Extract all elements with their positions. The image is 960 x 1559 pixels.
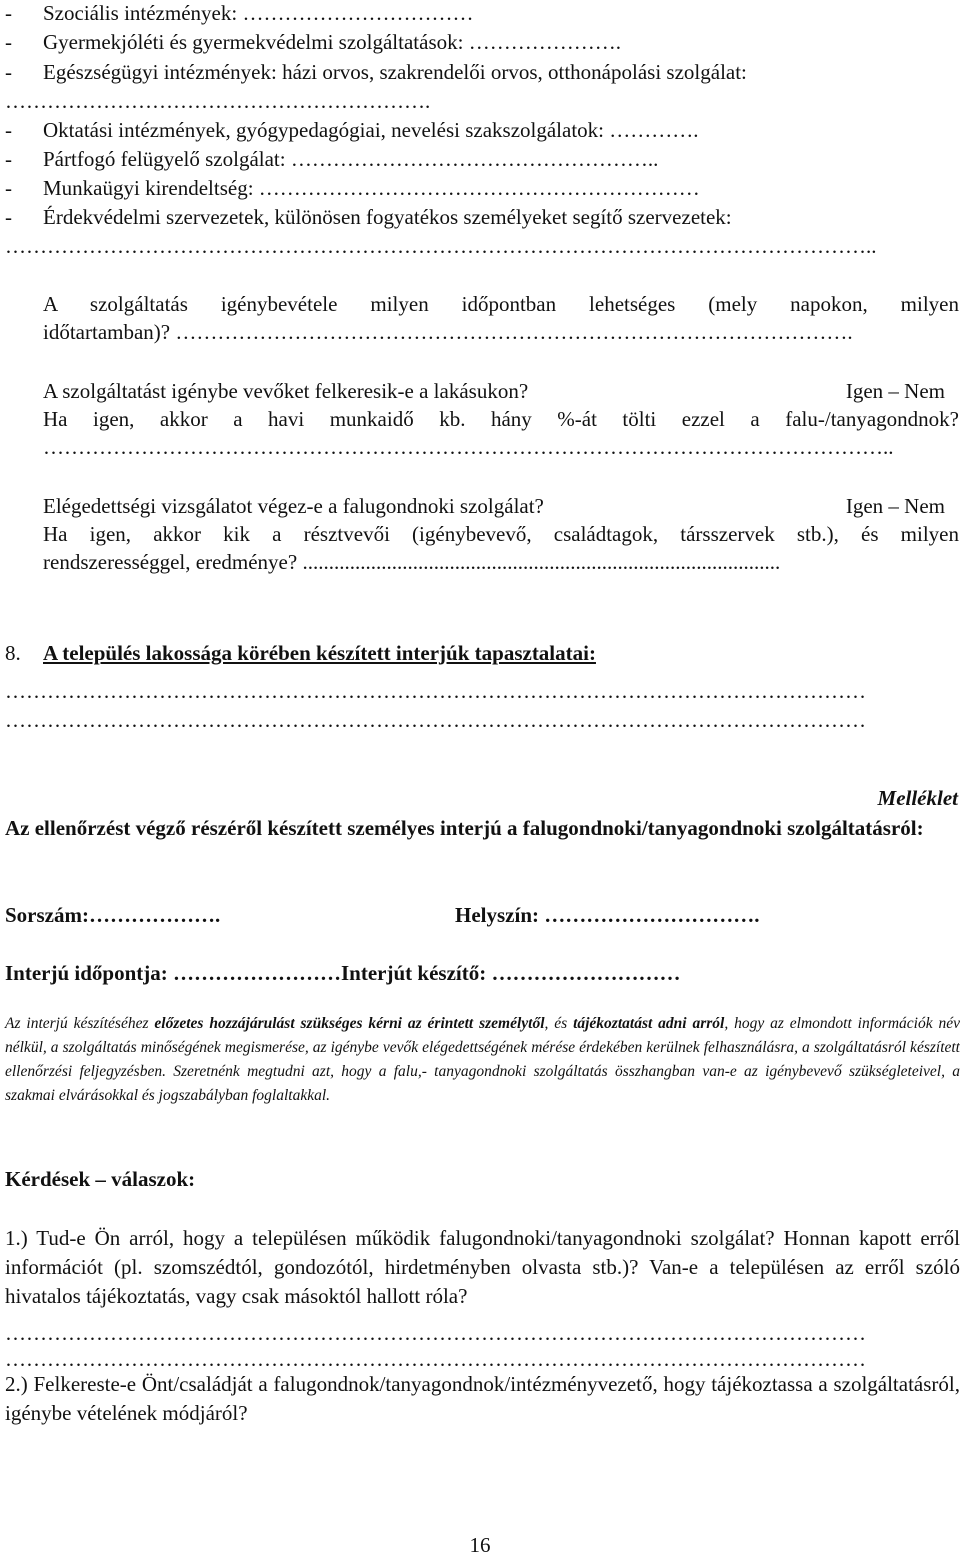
dotted-continuation: ……………………………………………………………………………………………………………..	[5, 234, 877, 258]
question-work-time	[43, 405, 959, 434]
qa-question-2: 2.) Felkereste-e Önt/családját a falugondnok/tanyagondnok/intézményvezető, hogy tájékoztassa a szolgáltatásról, igénybe vételének módjáról?	[5, 1372, 960, 1425]
qa-title: Kérdések – válaszok:	[5, 1167, 196, 1191]
section-number: 8.	[5, 641, 21, 665]
note-emphasis: tájékoztatást adni arról	[573, 1015, 725, 1032]
question-text: Ha igen, akkor a havi munkaidő kb. hány %-át tölti ezzel a falu-/tanyagondnok?	[43, 407, 959, 431]
yes-no-options: Igen – Nem	[845, 494, 945, 518]
list-dash: -	[5, 30, 12, 54]
qa-question-1: 1.) Tud-e Ön arról, hogy a településen működik falugondnoki/tanyagondnoki szolgálat? Honnan kapott erről információt (pl. szomszédtól, gondozótól, hirdetményben olvasta stb.)? Van-e a településen az erről szóló hivatalos tájékoztatás, vagy csak másoktól hallott róla?	[5, 1226, 960, 1308]
list-dash: -	[5, 176, 12, 200]
list-item-education	[5, 117, 699, 143]
helyszin-field: Helyszín: ………………………….	[455, 903, 760, 927]
list-item-label: Pártfogó felügyelő szolgálat: ……………………………………………..	[43, 147, 659, 171]
list-item-advocacy-continuation	[5, 233, 960, 259]
question-satisfaction-survey	[43, 493, 544, 519]
question-text: időtartamban)? …………………………………………………………………………………….	[43, 320, 853, 344]
list-dash: -	[5, 60, 12, 84]
list-dash: -	[5, 147, 12, 171]
note-text: Az interjú készítéséhez	[5, 1015, 149, 1032]
list-item-child-welfare	[5, 29, 621, 55]
question-text: A szolgáltatás igénybevétele milyen időpontban lehetséges (mely napokon, milyen	[43, 292, 959, 316]
question-participants	[43, 520, 959, 549]
annex-heading: Az ellenőrzést végző részéről készített személyes interjú a falugondnoki/tanyagondnoki szolgáltatásról:	[5, 816, 924, 840]
interview-consent-note	[5, 1012, 960, 1108]
question-service-time-continuation	[43, 319, 959, 345]
dotted-answer-line: ……………………………………………………………………………………………………………	[5, 708, 866, 732]
list-item-label: Oktatási intézmények, gyógypedagógiai, nevelési szakszolgálatok: ………….	[43, 118, 699, 142]
question-work-time-continuation	[43, 434, 959, 460]
list-item-advocacy	[5, 204, 960, 230]
question-service-time	[43, 290, 959, 319]
dotted-answer-line: ……………………………………………………………………………………………………………	[5, 679, 866, 703]
list-item-probation	[5, 146, 658, 172]
list-item-social	[5, 0, 473, 26]
section-8-heading	[5, 640, 596, 666]
list-item-label: Érdekvédelmi szervezetek, különösen fogyatékos személyeket segítő szervezetek:	[43, 205, 732, 229]
dotted-answer-line: ……………………………………………………………………………………………………………	[5, 1347, 866, 1371]
list-dash: -	[5, 1, 12, 25]
list-item-label: Munkaügyi kirendeltség: ………………………………………………………	[43, 176, 700, 200]
dotted-continuation: …………………………………………………….	[5, 89, 431, 113]
list-item-employment	[5, 175, 700, 201]
question-home-visit	[43, 378, 528, 404]
list-dash: -	[5, 118, 12, 142]
question-text: A szolgáltatást igénybe vevőket felkeresik-e a lakásukon?	[43, 379, 529, 403]
question-participants-continuation	[43, 549, 959, 575]
question-text: rendszerességgel, eredménye? ...........................................................................................	[43, 550, 781, 574]
page-number: 16	[469, 1533, 491, 1557]
section-8-dots-1	[5, 678, 960, 704]
list-item-label: Gyermekjóléti és gyermekvédelmi szolgáltatások: ………………….	[43, 30, 621, 54]
question-text: Elégedettségi vizsgálatot végez-e a falugondnoki szolgálat?	[43, 494, 544, 518]
list-dash: -	[5, 205, 12, 229]
qa-dots-1	[5, 1320, 960, 1346]
list-item-health	[5, 59, 747, 85]
interview-date-field: Interjú időpontja: ……………………Interjút készítő: ………………………	[5, 961, 681, 985]
dotted-answer-line: ……………………………………………………………………………………………………………	[5, 1321, 866, 1345]
annex-label: Melléklet	[877, 786, 958, 810]
qa-dots-2	[5, 1346, 960, 1372]
note-text: , és	[544, 1015, 568, 1032]
yes-no-options: Igen – Nem	[845, 379, 945, 403]
sorszam-field: Sorszám:……………….	[5, 903, 221, 927]
section-title: A település lakossága körében készített interjúk tapasztalatai:	[43, 641, 596, 665]
note-emphasis: előzetes hozzájárulást szükséges kérni az érintett személytől	[154, 1015, 545, 1032]
dotted-answer-line: …………………………………………………………………………………………………………..	[43, 435, 894, 459]
note-text: , hogy az elmondott információk név nélkül, a szolgáltatás minőségének megismerése, az igénybe vevők elégedettségének mérése érdekében kerülnek felhasználásra, a szolgáltatásról készített ellenőrzési feljegyzésben. Szeretnénk megtudni azt, hogy a falu,- tanyagondnoki szolgáltatás összhangban van-e az igénybevevő szükségleteivel, a szakmai elvárásokkal és jogszabályban foglaltakkal.	[5, 1015, 960, 1104]
list-item-health-continuation	[5, 88, 960, 114]
list-item-label: Szociális intézmények: ……………………………	[43, 1, 474, 25]
section-8-dots-2	[5, 707, 960, 733]
question-text: Ha igen, akkor kik a résztvevői (igénybevevő, családtagok, társszervek stb.), és milyen	[43, 522, 959, 546]
list-item-label: Egészségügyi intézmények: házi orvos, szakrendelői orvos, otthonápolási szolgálat:	[43, 60, 747, 84]
